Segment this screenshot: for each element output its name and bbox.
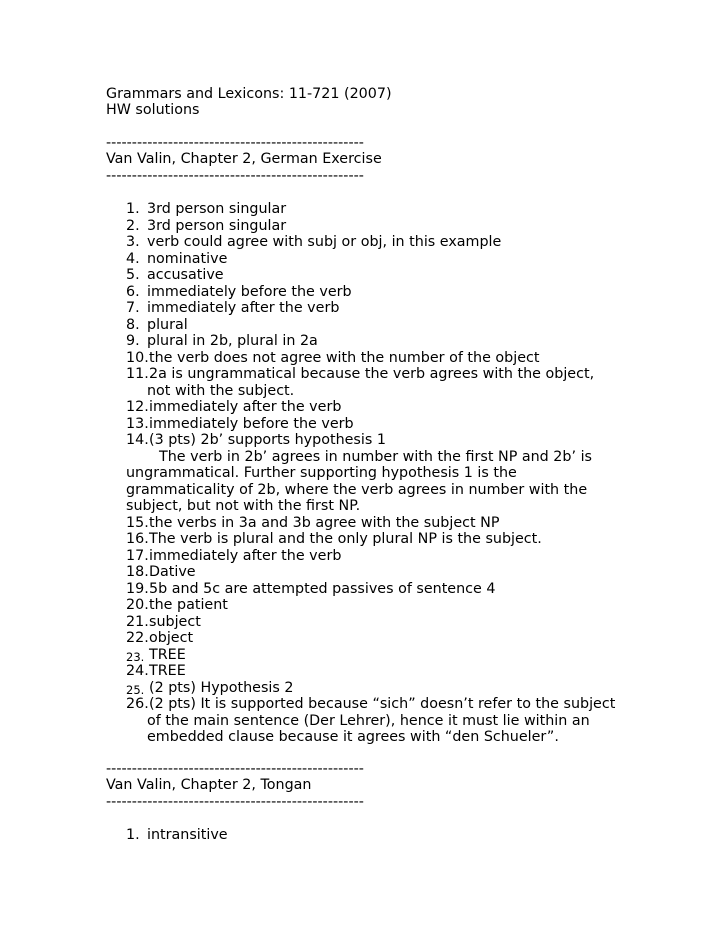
section-heading: Van Valin, Chapter 2, German Exercise	[106, 151, 382, 167]
list-item-continuation: subject, but not with the first NP.	[126, 498, 361, 514]
list-item-text: immediately after the verb	[149, 547, 342, 564]
list-item-number: 4.	[126, 250, 140, 267]
list-item-text: object	[149, 630, 194, 646]
list-item-text: plural	[147, 316, 188, 333]
list-item-number: 2.	[126, 217, 140, 234]
list-item-number: 18.	[126, 564, 149, 580]
list-item-text: plural in 2b, plural in 2a	[147, 333, 318, 349]
list-item-text: immediately before the verb	[149, 415, 354, 432]
list-item-number: 24.	[126, 663, 149, 679]
list-item-text: accusative	[147, 267, 224, 283]
list-item-continuation: not with the subject.	[147, 382, 295, 399]
list-item-continuation: grammaticality of 2b, where the verb agrees in number with the	[126, 481, 588, 498]
list-item-text: verb could agree with subj or obj, in this example	[147, 234, 502, 250]
list-item-text: 3rd person singular	[147, 201, 287, 217]
list-item-number: 21.	[126, 613, 149, 630]
list-item-number: 7.	[126, 300, 140, 316]
list-item-text: TREE	[149, 646, 186, 663]
list-item-number: 20.	[126, 597, 149, 613]
list-item-text: (3 pts) 2b’ supports hypothesis 1	[149, 432, 386, 448]
list-item-text: immediately after the verb	[149, 399, 342, 415]
list-item-text: 2a is ungrammatical because the verb agrees with the object,	[149, 366, 595, 382]
list-item-number: 17.	[126, 547, 149, 564]
list-item-number: 3.	[126, 234, 140, 250]
list-item-number: 23.	[126, 649, 145, 664]
list-item-text: intransitive	[147, 827, 228, 843]
list-item-number: 22.	[126, 630, 149, 646]
section-rule-bottom: --------------------------------------------------	[106, 168, 364, 184]
list-item-number: 1.	[126, 201, 140, 217]
list-item-number: 15.	[126, 514, 149, 531]
list-item-number: 1.	[126, 827, 140, 843]
list-item-continuation: embedded clause because it agrees with “den Schueler”.	[147, 729, 559, 745]
list-item-text: The verb is plural and the only plural NP is the subject.	[149, 531, 542, 547]
section-rule-bottom: --------------------------------------------------	[106, 794, 364, 810]
list-item-text: immediately after the verb	[147, 300, 340, 316]
list-item-text: 5b and 5c are attempted passives of sentence 4	[149, 580, 496, 597]
list-item-number: 8.	[126, 316, 140, 333]
list-item-number: 26.	[126, 696, 149, 712]
list-item-number: 12.	[126, 399, 149, 415]
list-item-number: 10.	[126, 349, 149, 366]
list-item-text: TREE	[149, 663, 186, 679]
list-item-text: the verb does not agree with the number of the object	[149, 349, 540, 366]
list-item-text: (2 pts) It is supported because “sich” doesn’t refer to the subject	[149, 696, 616, 712]
list-item-continuation: The verb in 2b’ agrees in number with the first NP and 2b’ is	[159, 448, 592, 465]
list-item-text: subject	[149, 613, 201, 630]
document-title: Grammars and Lexicons: 11-721 (2007)	[106, 86, 392, 102]
list-item-text: (2 pts) Hypothesis 2	[149, 679, 294, 696]
list-item-text: immediately before the verb	[147, 283, 352, 300]
list-item-text: Dative	[149, 564, 196, 580]
list-item-text: the patient	[149, 597, 228, 613]
list-item-number: 16.	[126, 531, 149, 547]
list-item-continuation: ungrammatical. Further supporting hypothesis 1 is the	[126, 465, 517, 481]
section-heading: Van Valin, Chapter 2, Tongan	[106, 777, 312, 793]
list-item-number: 6.	[126, 283, 140, 300]
section-rule-top: --------------------------------------------------	[106, 761, 364, 777]
list-item-continuation: of the main sentence (Der Lehrer), hence it must lie within an	[147, 712, 590, 729]
list-item-number: 25.	[126, 682, 145, 697]
list-item-number: 5.	[126, 267, 140, 283]
list-item-number: 14.	[126, 432, 149, 448]
list-item-number: 11.	[126, 366, 149, 382]
section-rule-top: --------------------------------------------------	[106, 135, 364, 151]
list-item-text: 3rd person singular	[147, 217, 287, 234]
list-item-number: 9.	[126, 333, 140, 349]
list-item-text: nominative	[147, 250, 228, 267]
list-item-text: the verbs in 3a and 3b agree with the subject NP	[149, 514, 500, 531]
document-subtitle: HW solutions	[106, 102, 200, 118]
list-item-number: 19.	[126, 580, 149, 597]
list-item-number: 13.	[126, 415, 149, 432]
